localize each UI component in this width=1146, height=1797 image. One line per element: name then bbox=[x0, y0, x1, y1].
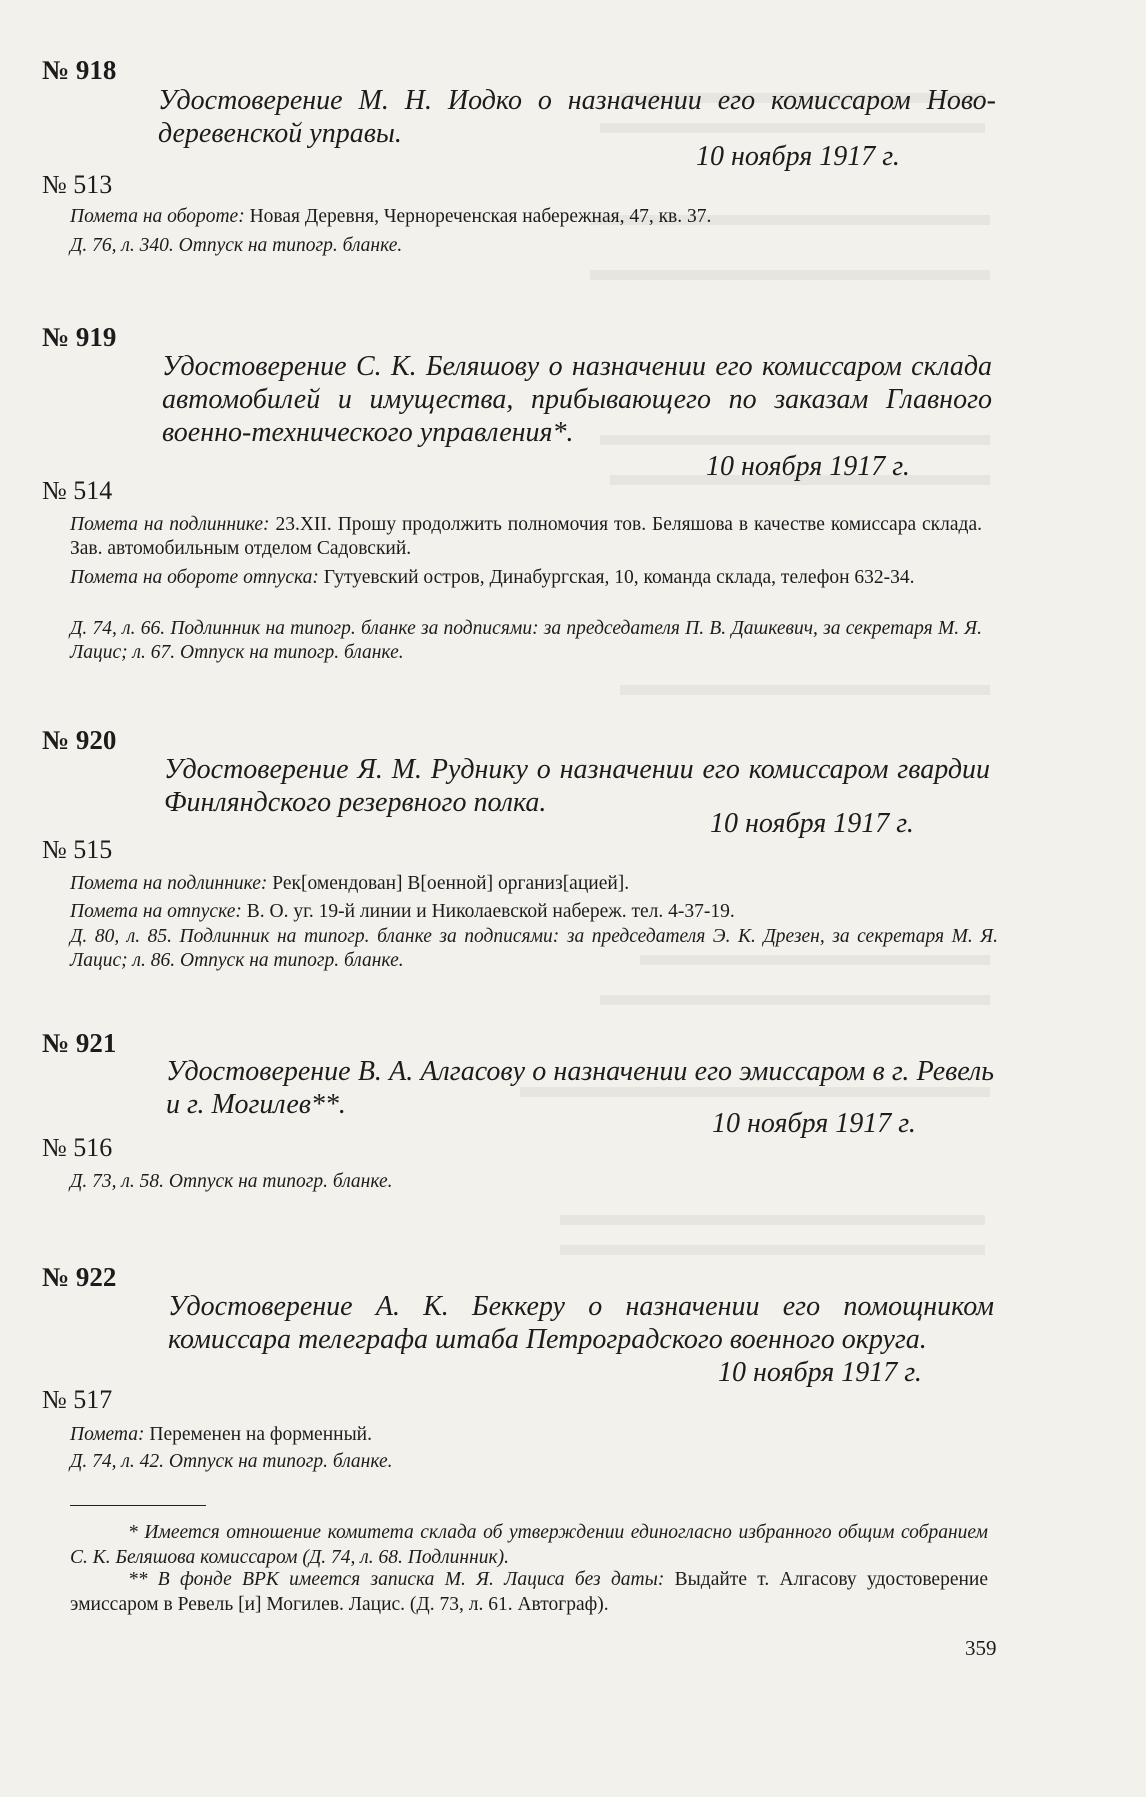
archival-reference: Д. 74, л. 66. Подлинник на типогр. бланке за подписями: за председателя П. В. Дашкевич, за секретаря М. Я. Лацис; л. 67. Отпуск на типогр. бланке. bbox=[70, 618, 982, 663]
note-label: Помета на обороте отпуска: bbox=[70, 567, 319, 588]
document-number: № 920 bbox=[42, 725, 117, 755]
footnote-label: ** В фонде ВРК имеется записка М. Я. Лациса без даты: bbox=[128, 1569, 665, 1590]
document-date: 10 ноября 1917 г. bbox=[718, 1357, 922, 1388]
note-label: Помета на подлиннике: bbox=[70, 514, 270, 535]
document-title: Удостоверение Я. М. Руднику о назначении его комиссаром гвардии Финляндского резервного полка. bbox=[164, 754, 990, 818]
archival-note bbox=[70, 513, 982, 561]
note-text: Рек[омендован] В[оенной] организ[ацией]. bbox=[272, 873, 630, 894]
note-text: В. О. уг. 19-й линии и Николаевской набереж. тел. 4-37-19. bbox=[246, 901, 735, 922]
note-text: Переменен на форменный. bbox=[149, 1424, 372, 1445]
document-date: 10 ноября 1917 г. bbox=[706, 451, 910, 482]
footnote bbox=[70, 1520, 988, 1570]
archival-reference: Д. 80, л. 85. Подлинник на типогр. бланке за подписями: за председателя Э. К. Дрезен, за секретаря М. Я. Лацис; л. 86. Отпуск на типогр. бланке. bbox=[70, 926, 998, 971]
document-date: 10 ноября 1917 г. bbox=[696, 141, 900, 172]
document-number: № 918 bbox=[42, 55, 117, 85]
document-date: 10 ноября 1917 г. bbox=[712, 1108, 916, 1139]
archival-note bbox=[70, 1423, 1000, 1447]
footnote-rule bbox=[70, 1505, 206, 1506]
footnote-text: * Имеется отношение комитета склада об утверждении единогласно избранного общим собранием С. К. Беляшова комиссаром (Д. 74, л. 68. Подлинник). bbox=[70, 1522, 988, 1568]
sub-number: № 514 bbox=[42, 476, 113, 505]
archival-reference: Д. 73, л. 58. Отпуск на типогр. бланке. bbox=[70, 1171, 393, 1192]
sub-number: № 517 bbox=[42, 1385, 113, 1414]
note-text: 23.XII. Прошу продолжить полномочия тов. Беляшова в качестве комиссара склада. Зав. автомобильным отделом Садовский. bbox=[70, 514, 982, 559]
note-text: Новая Деревня, Чернореченская набережная, 47, кв. 37. bbox=[249, 206, 712, 227]
sub-number: № 515 bbox=[42, 835, 113, 864]
note-label: Помета на отпуске: bbox=[70, 901, 242, 922]
note-label: Помета: bbox=[70, 1424, 145, 1445]
archival-note bbox=[70, 900, 1000, 924]
note-text: Гутуевский остров, Динабургская, 10, команда склада, телефон 632-34. bbox=[323, 567, 915, 588]
archival-reference: Д. 76, л. 340. Отпуск на типогр. бланке. bbox=[70, 235, 403, 256]
document-number: № 919 bbox=[42, 322, 117, 352]
document-title: Удостоверение В. А. Алгасову о назначении его эмиссаром в г. Ревель и г. Могилев**. bbox=[166, 1056, 994, 1120]
document-date: 10 ноября 1917 г. bbox=[710, 808, 914, 839]
document-number: № 921 bbox=[42, 1028, 117, 1058]
archival-reference: Д. 74, л. 42. Отпуск на типогр. бланке. bbox=[70, 1451, 393, 1472]
footnote bbox=[70, 1567, 988, 1617]
archival-note bbox=[70, 566, 982, 590]
note-label: Помета на обороте: bbox=[70, 206, 245, 227]
archival-note bbox=[70, 872, 1000, 896]
note-label: Помета на подлиннике: bbox=[70, 873, 268, 894]
sub-number: № 513 bbox=[42, 170, 113, 199]
document-number: № 922 bbox=[42, 1262, 117, 1292]
document-title: Удостоверение М. Н. Иодко о назначении его комиссаром Ново- деревенской управы. bbox=[158, 85, 996, 149]
page-number: 359 bbox=[965, 1636, 997, 1660]
sub-number: № 516 bbox=[42, 1133, 113, 1162]
footnote-text: Выдайте т. Алгасову удостоверение эмиссаром в Ревель [и] Могилев. Лацис. (Д. 73, л. 61. Автограф). bbox=[70, 1569, 989, 1615]
archival-note bbox=[70, 205, 1000, 229]
document-title: Удостоверение А. К. Беккеру о назначении его помощником комиссара телеграфа штаба Петроградского военного округа. bbox=[168, 1291, 994, 1355]
document-title: Удостоверение С. К. Беляшову о назначении его комиссаром склада автомобилей и имущества, прибывающего по заказам Главного военно-технического управления*. bbox=[162, 351, 992, 448]
